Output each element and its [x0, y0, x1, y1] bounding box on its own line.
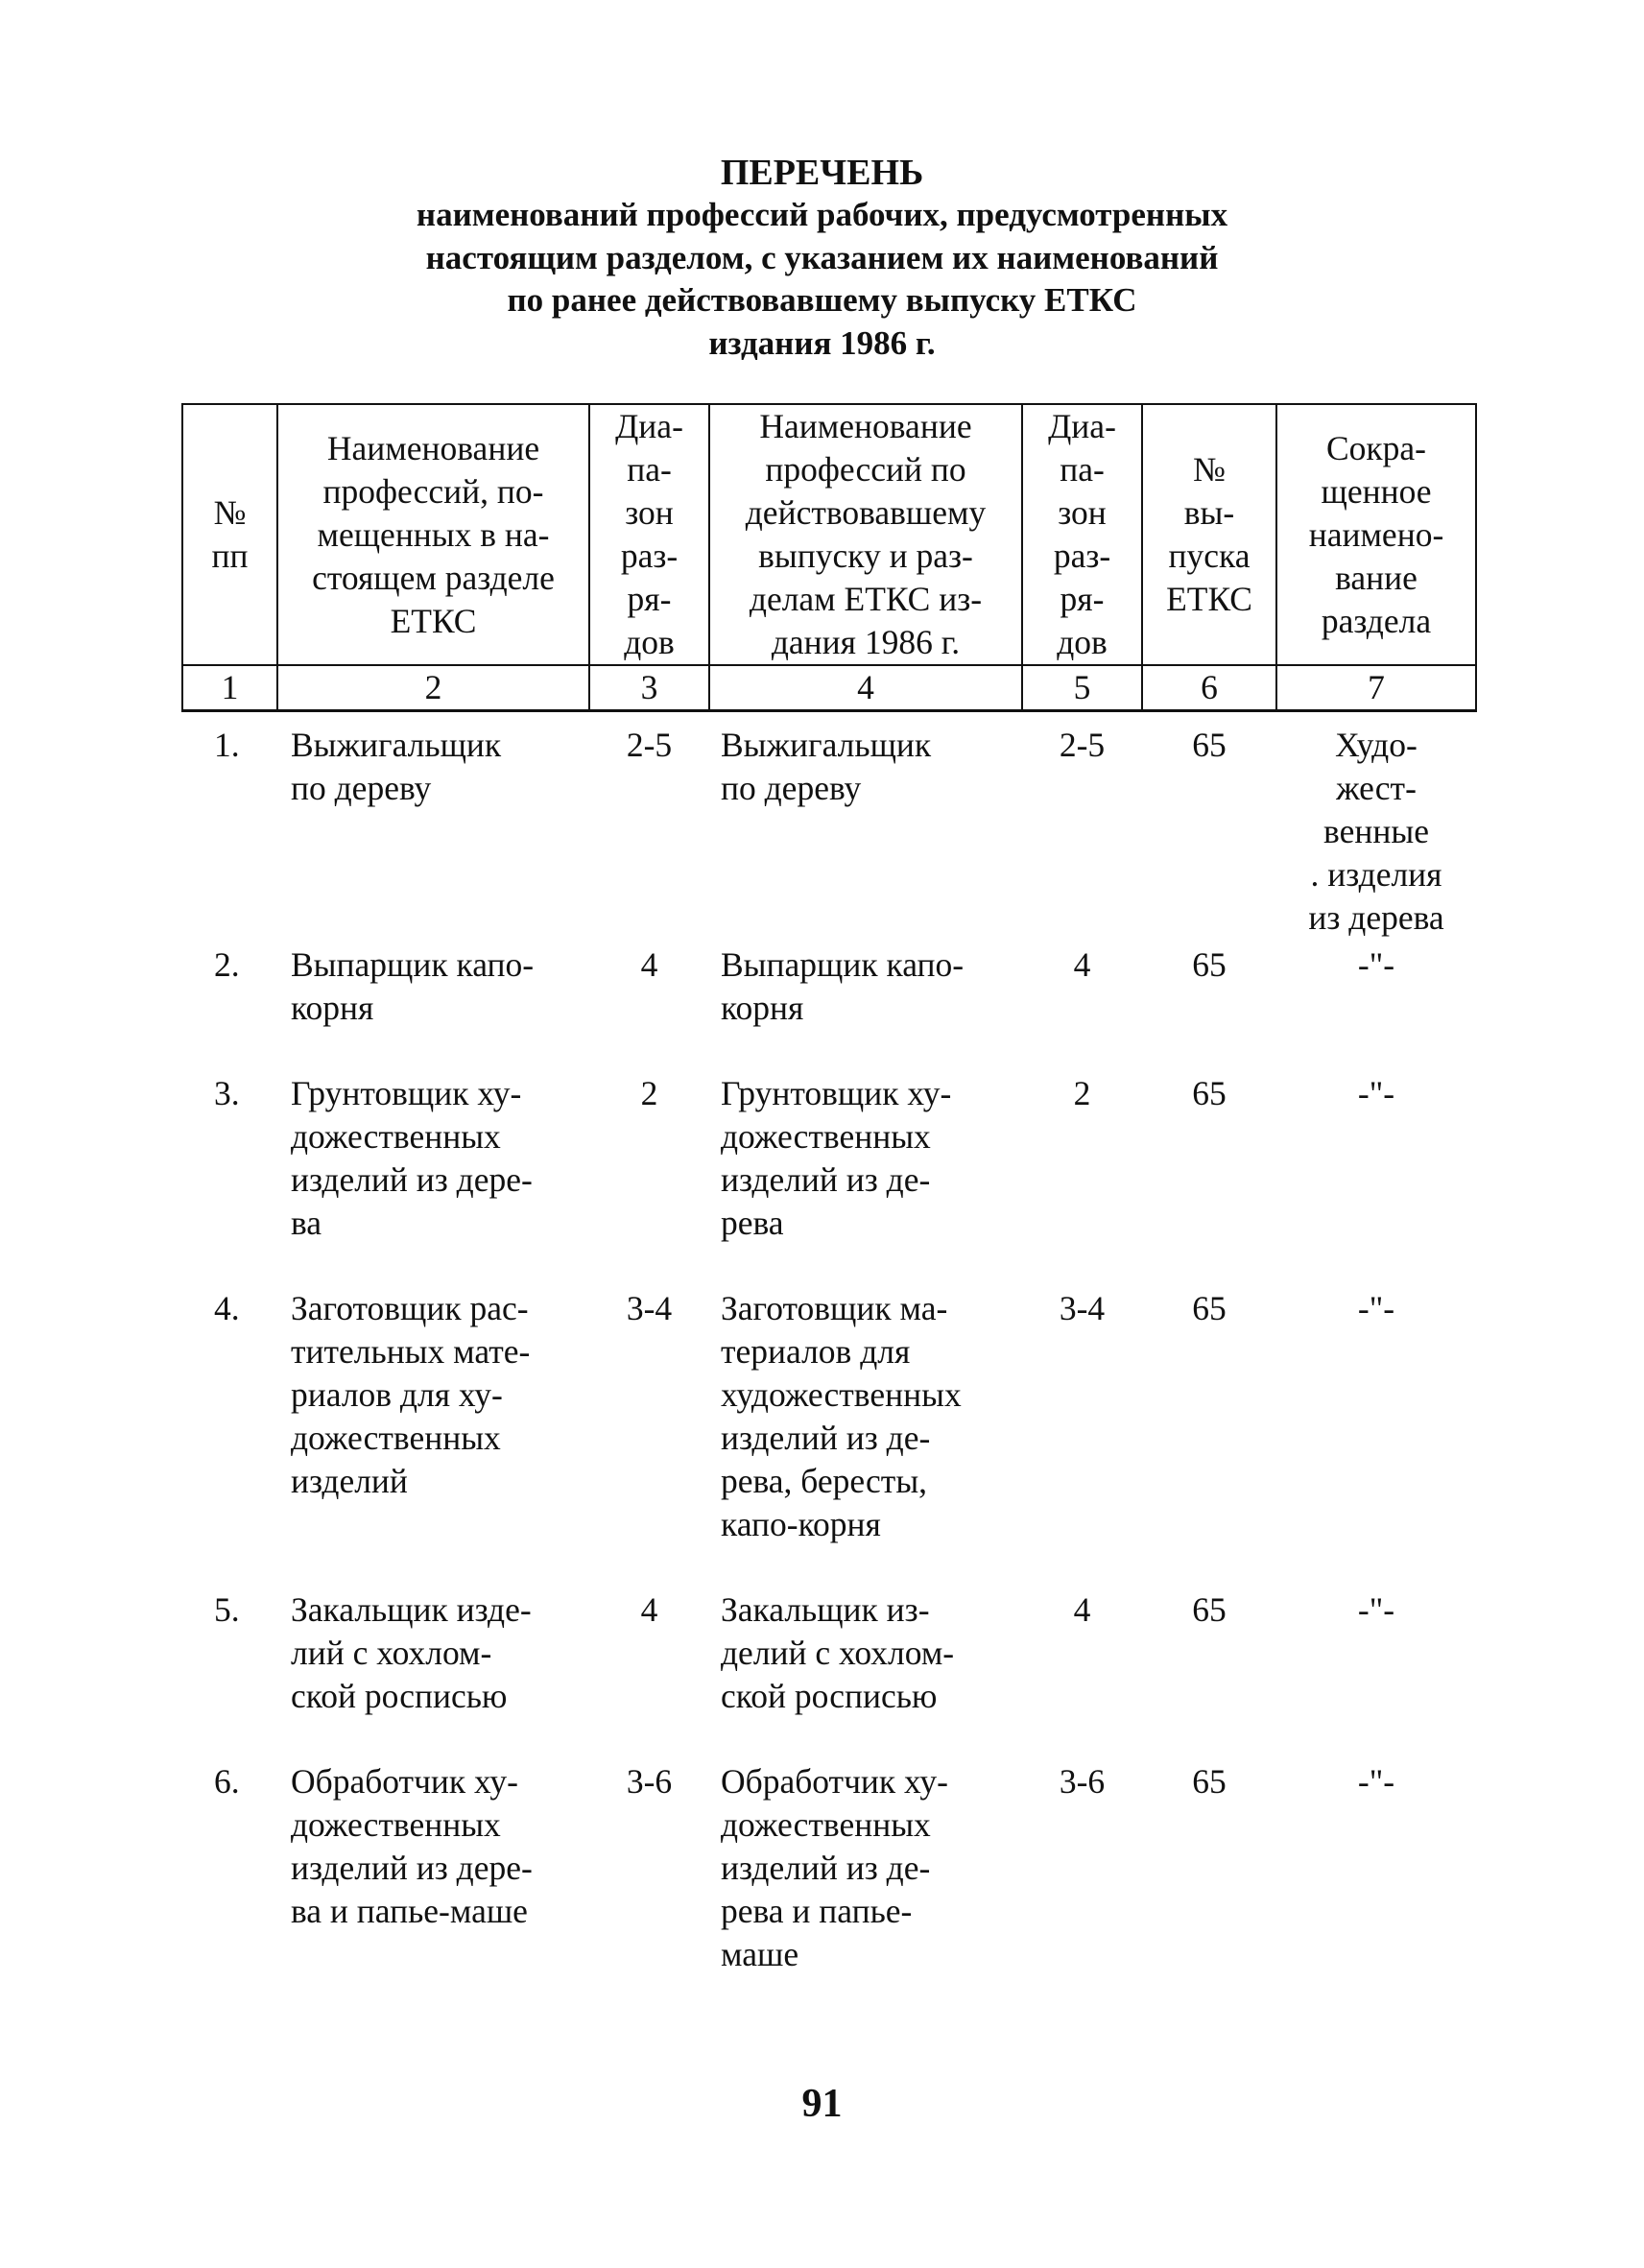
header-cell-number: № пп [182, 404, 277, 665]
subtitle-line: издания 1986 г. [708, 323, 936, 362]
grade-range: 4 [640, 1590, 658, 1629]
profession-name: Выпарщик капо- корня [291, 945, 535, 1027]
column-number: 1 [182, 665, 277, 711]
header-cell-grade-range: Диа- па- зон раз- ря- дов [589, 404, 709, 665]
header-cell-old-profession-name: Наименование профессий по действовавшему выпуску и раз- делам ЕТКС из- дания 1986 г. [709, 404, 1022, 665]
page-number: 91 [801, 2082, 843, 2126]
column-number: 2 [277, 665, 589, 711]
table-row [182, 1287, 1476, 1588]
document-title: ПЕРЕЧЕНЬ [720, 153, 924, 193]
column-number: 7 [1276, 665, 1476, 711]
old-grade-range: 4 [1073, 1590, 1091, 1629]
header-cell-old-grade-range: Диа- па- зон раз- ря- дов [1022, 404, 1142, 665]
old-profession-name: Заготовщик ма- териалов для художественных изделий из де- рева, бересты, капо-корня [721, 1289, 962, 1543]
old-profession-name: Обработчик ху- дожественных изделий из де- рева и папье- маше [721, 1762, 949, 1973]
document-heading [0, 152, 1644, 365]
section-short-name: Худо- жест- венные . изделия из дерева [1308, 726, 1444, 937]
issue-number: 65 [1192, 1074, 1227, 1112]
column-number: 6 [1142, 665, 1276, 711]
row-number: 5. [214, 1590, 240, 1629]
header-cell-profession-name: Наименование профессий, по- мещенных в на- стоящем разделе ЕТКС [277, 404, 589, 665]
column-number: 5 [1022, 665, 1142, 711]
issue-number: 65 [1192, 726, 1227, 764]
grade-range: 3-4 [626, 1289, 673, 1327]
table-row [182, 1588, 1476, 1760]
table-header-row [182, 404, 1476, 665]
table-row [182, 943, 1476, 1072]
old-grade-range: 2 [1073, 1074, 1091, 1112]
row-number: 4. [214, 1289, 240, 1327]
section-short-name: -"- [1357, 1289, 1395, 1327]
section-short-name: -"- [1357, 1590, 1395, 1629]
old-profession-name: Закальщик из- делий с хохлом- ской росписью [721, 1590, 955, 1715]
grade-range: 2 [640, 1074, 658, 1112]
subtitle-line: по ранее действовавшему выпуску ЕТКС [507, 281, 1137, 319]
old-grade-range: 2-5 [1059, 726, 1106, 764]
profession-name: Закальщик изде- лий с хохлом- ской росписью [291, 1590, 532, 1715]
column-number: 4 [709, 665, 1022, 711]
section-short-name: -"- [1357, 1762, 1395, 1801]
table-row [182, 711, 1476, 944]
row-number: 3. [214, 1074, 240, 1112]
row-number: 2. [214, 945, 240, 984]
profession-name: Выжигальщик по дереву [291, 726, 502, 807]
subtitle-line: настоящим разделом, с указанием их наименований [425, 238, 1219, 276]
header-cell-section-short-name: Сокра- щенное наимено- вание раздела [1276, 404, 1476, 665]
old-profession-name: Выпарщик капо- корня [721, 945, 965, 1027]
grade-range: 3-6 [626, 1762, 673, 1801]
grade-range: 2-5 [626, 726, 673, 764]
column-number: 3 [589, 665, 709, 711]
issue-number: 65 [1192, 1590, 1227, 1629]
old-profession-name: Грунтовщик ху- дожественных изделий из де- рева [721, 1074, 952, 1242]
old-grade-range: 4 [1073, 945, 1091, 984]
profession-name: Заготовщик рас- тительных мате- риалов для ху- дожественных изделий [291, 1289, 531, 1500]
issue-number: 65 [1192, 945, 1227, 984]
section-short-name: -"- [1357, 945, 1395, 984]
section-short-name: -"- [1357, 1074, 1395, 1112]
subtitle-line: наименований профессий рабочих, предусмотренных [416, 196, 1228, 233]
header-cell-issue-number: № вы- пуска ЕТКС [1142, 404, 1276, 665]
old-grade-range: 3-4 [1059, 1289, 1106, 1327]
row-number: 1. [214, 726, 240, 764]
old-profession-name: Выжигальщик по дереву [721, 726, 932, 807]
old-grade-range: 3-6 [1059, 1762, 1106, 1801]
profession-name: Обработчик ху- дожественных изделий из дере- ва и папье-маше [291, 1762, 533, 1930]
grade-range: 4 [640, 945, 658, 984]
professions-table [181, 403, 1477, 2011]
profession-name: Грунтовщик ху- дожественных изделий из дере- ва [291, 1074, 533, 1242]
table-row [182, 1760, 1476, 2011]
table-row [182, 1072, 1476, 1287]
column-number-row [182, 665, 1476, 711]
row-number: 6. [214, 1762, 240, 1801]
issue-number: 65 [1192, 1762, 1227, 1801]
issue-number: 65 [1192, 1289, 1227, 1327]
